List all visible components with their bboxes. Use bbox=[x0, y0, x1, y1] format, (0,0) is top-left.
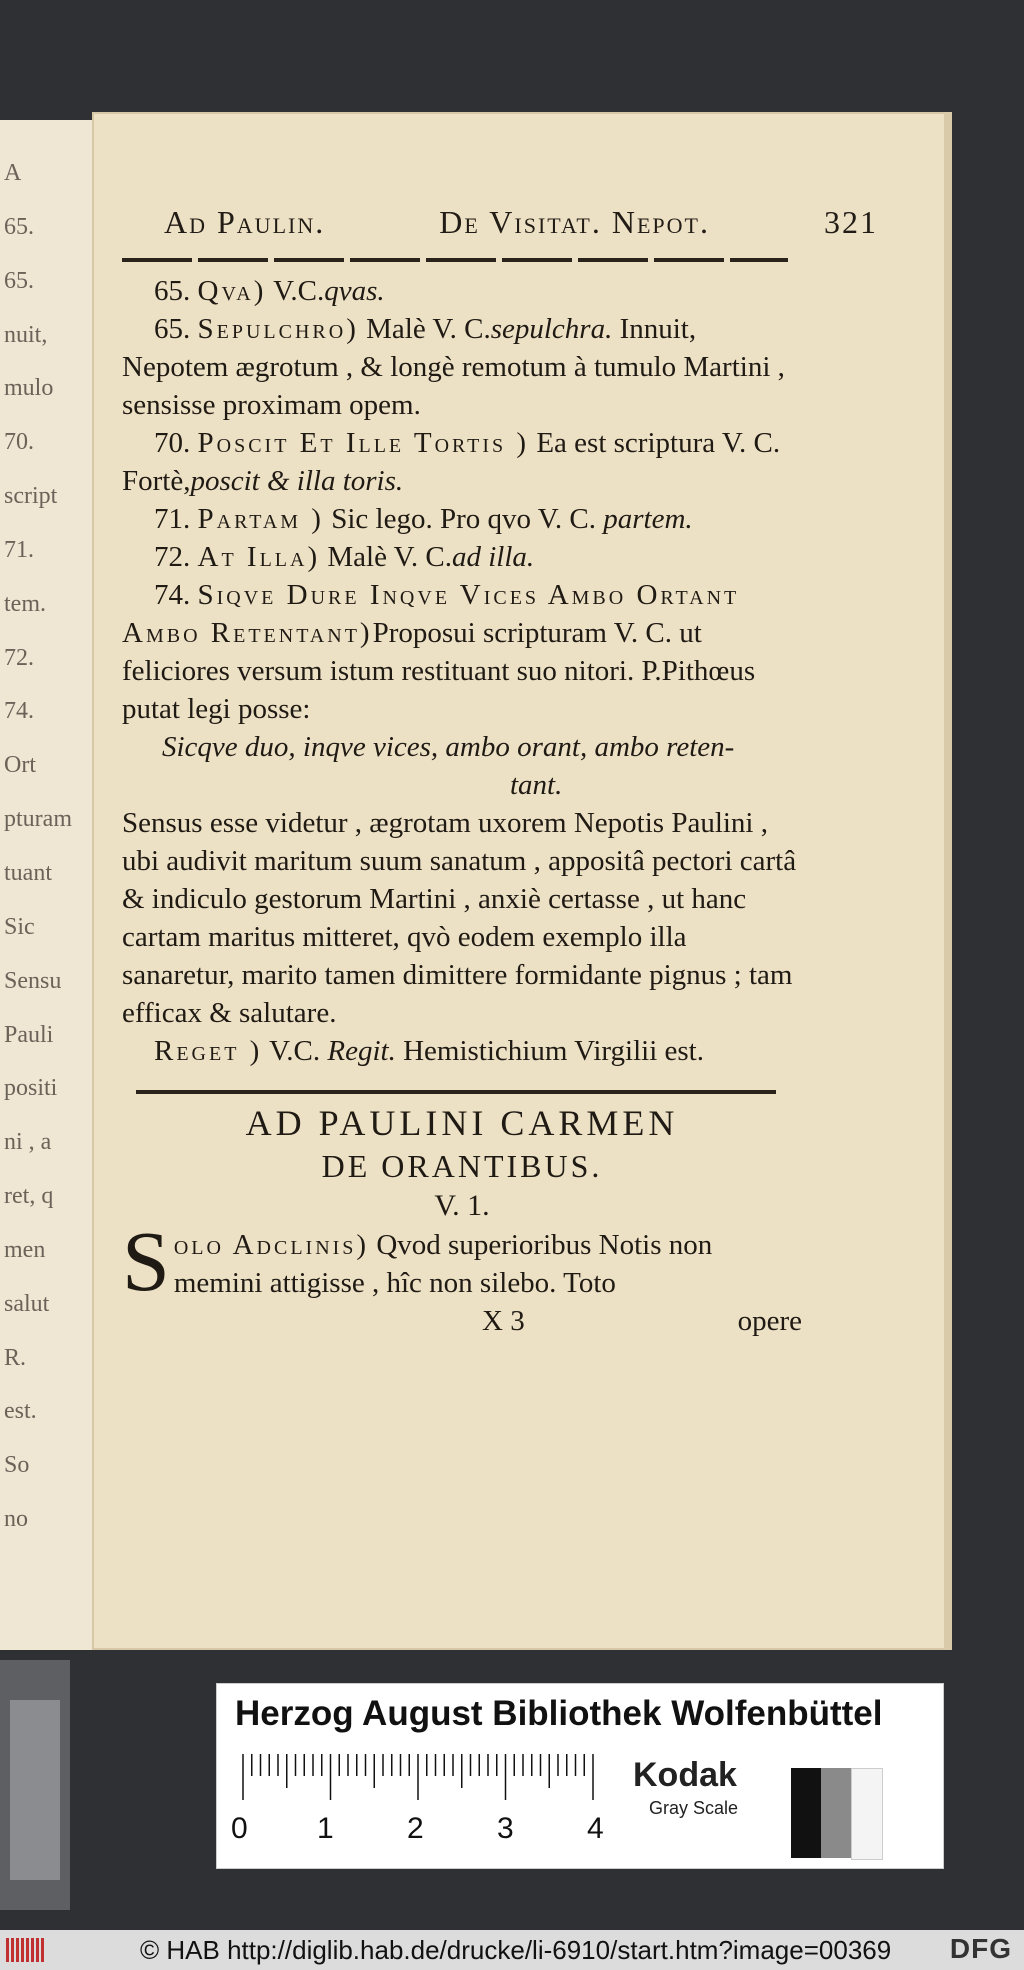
note-reget: Reget ) V.C. Regit. Hemistichium Virgilii est. bbox=[154, 1035, 704, 1067]
note-65a: 65. Qva) V.C.qvas. bbox=[154, 275, 385, 307]
note-70: 70. Poscit Et Ille Tortis ) Ea est scriptura V. C. Fortè,poscit & illa toris. bbox=[122, 427, 781, 497]
page-text bbox=[122, 262, 802, 1340]
barcode-icon bbox=[6, 1938, 46, 1962]
previous-page-fragment: est. bbox=[4, 1398, 37, 1425]
institution-label: Herzog August Bibliothek Wolfenbüttel bbox=[235, 1694, 883, 1733]
previous-page-fragment: 74. bbox=[4, 698, 34, 725]
previous-page-fragment: mulo bbox=[4, 375, 54, 402]
previous-page-fragment: So bbox=[4, 1452, 30, 1479]
previous-page-fragment: men bbox=[4, 1236, 46, 1263]
running-head bbox=[164, 204, 878, 241]
previous-page-fragment: 70. bbox=[4, 429, 34, 456]
previous-page-fragment: Sensu bbox=[4, 967, 62, 994]
gray-scale-label: Gray Scale bbox=[649, 1798, 739, 1818]
previous-page-fragment: nuit, bbox=[4, 321, 48, 348]
previous-page-fragment: script bbox=[4, 483, 58, 510]
previous-page-fragment: Ort bbox=[4, 752, 36, 779]
section-subtitle: DE ORANTIBUS. bbox=[321, 1148, 603, 1184]
book-page bbox=[92, 112, 952, 1650]
verse-reference: V. 1. bbox=[434, 1189, 490, 1222]
previous-page-fragment: 72. bbox=[4, 644, 34, 671]
signature-mark: X 3 bbox=[482, 1305, 525, 1337]
verse-line-2: tant. bbox=[510, 769, 563, 801]
previous-page-fragment: R. bbox=[4, 1344, 27, 1371]
previous-page-fragment: 65. bbox=[4, 267, 34, 294]
dfg-logo: DFG bbox=[949, 1933, 1012, 1964]
binding-edge bbox=[0, 1660, 70, 1910]
solo-note: Solo Adclinis) Qvod superioribus Notis non memini attigisse , hîc non silebo. Toto bbox=[122, 1213, 713, 1309]
running-head-left: Ad Paulin. bbox=[164, 204, 326, 240]
note-65b: 65. Sepulchro) Malè V. C.sepulchra. Innuit, Nepotem ægrotum , & longè remotum à tumulo Martini , sensisse proximam opem. bbox=[122, 313, 785, 421]
catchword: opere bbox=[737, 1305, 802, 1337]
previous-page-fragment: ni , a bbox=[4, 1129, 52, 1156]
ruler-number: 3 bbox=[497, 1812, 514, 1845]
previous-page-fragment: Pauli bbox=[4, 1021, 54, 1048]
black-patch bbox=[791, 1768, 821, 1858]
note-72: 72. At Illa) Malè V. C.ad illa. bbox=[154, 541, 535, 573]
white-patch bbox=[851, 1768, 883, 1860]
previous-page-fragment: Sic bbox=[4, 913, 35, 940]
previous-page-fragment: pturam bbox=[4, 806, 72, 833]
ruler-number: 4 bbox=[587, 1812, 604, 1845]
section-rule bbox=[136, 1090, 776, 1094]
previous-page-fragment: tem. bbox=[4, 590, 46, 617]
footer-bar bbox=[0, 1930, 1024, 1970]
sensus-paragraph: Sensus esse videtur , ægrotam uxorem Nepotis Paulini , ubi audivit maritum suum sanatum , appositâ pectori cartâ & indiculo gestorum Martini , anxiè certasse , ut hanc cartam maritus mitteret, qvò eodem exemplo illa sanaretur, marito tamen dimittere formidante pignus ; tam efficax & salutare. bbox=[122, 807, 797, 1029]
kodak-logo: Kodak bbox=[633, 1756, 737, 1794]
previous-page-strip bbox=[0, 120, 95, 1650]
drop-cap: S bbox=[122, 1213, 170, 1309]
ruler-number: 0 bbox=[231, 1812, 248, 1845]
ruler-number: 2 bbox=[407, 1812, 424, 1845]
catchword-line bbox=[122, 1302, 802, 1340]
page-number: 321 bbox=[824, 204, 878, 240]
previous-page-fragment: A bbox=[4, 160, 22, 186]
previous-page-fragment: 71. bbox=[4, 536, 34, 563]
previous-page-fragment: no bbox=[4, 1506, 28, 1533]
copyright-url[interactable]: © HAB http://diglib.hab.de/drucke/li-6910/start.htm?image=00369 bbox=[140, 1935, 892, 1965]
section-title: AD PAULINI CARMEN bbox=[245, 1103, 679, 1143]
running-head-center: De Visitat. Nepot. bbox=[439, 204, 710, 240]
gray-patch bbox=[821, 1768, 851, 1858]
previous-page-fragment: tuant bbox=[4, 860, 52, 886]
ruler-number: 1 bbox=[317, 1812, 334, 1845]
previous-page-fragment: 65. bbox=[4, 213, 34, 240]
note-74: 74. Siqve Dure Inqve Vices Ambo Ortant Ambo Retentant)Proposui scripturam V. C. ut feliciores versum istum restituant suo nitori. P.Pithœus putat legi posse: bbox=[122, 579, 756, 725]
previous-page-fragment: salut bbox=[4, 1290, 50, 1317]
previous-page-fragment: ret, q bbox=[4, 1183, 54, 1210]
previous-page-fragment: positi bbox=[4, 1075, 58, 1102]
verse-line-1: Sicqve duo, inqve vices, ambo orant, ambo reten- bbox=[162, 731, 735, 763]
ruler-scale bbox=[239, 1754, 597, 1804]
note-71: 71. Partam ) Sic lego. Pro qvo V. C. partem. bbox=[154, 503, 693, 535]
color-reference-card bbox=[216, 1683, 944, 1869]
